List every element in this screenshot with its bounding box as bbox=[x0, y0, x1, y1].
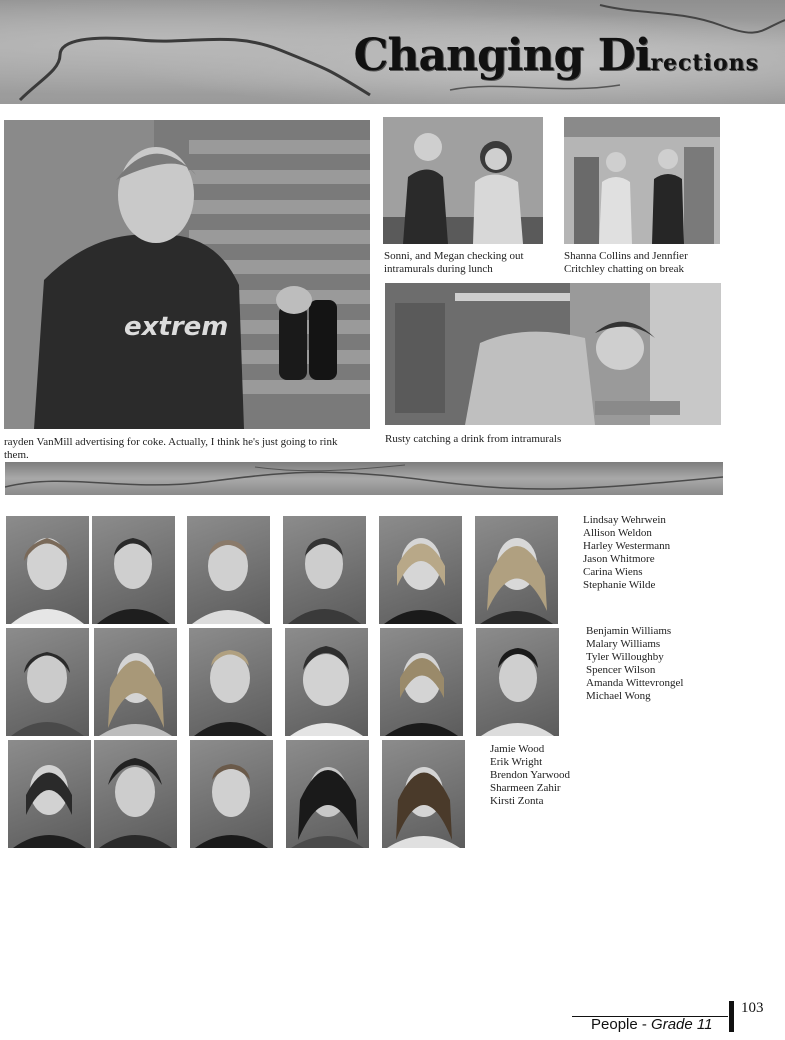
photo-intramurals-lunch bbox=[383, 117, 543, 244]
photo-stairs-scene bbox=[4, 120, 370, 429]
photo-water-fountain bbox=[385, 283, 721, 425]
portrait bbox=[190, 740, 273, 848]
student-name: Michael Wong bbox=[586, 690, 651, 702]
photo-gym-bleachers bbox=[383, 117, 543, 244]
caption-intramurals-lunch: Sonni, and Megan checking out intramurals during lunch bbox=[384, 250, 524, 275]
portrait bbox=[286, 740, 369, 848]
divider-strip bbox=[5, 462, 723, 495]
portrait bbox=[6, 516, 89, 624]
caption-chatting: Shanna Collins and Jennfier Critchley chatting on break bbox=[564, 250, 688, 275]
student-name: Spencer Wilson bbox=[586, 664, 656, 676]
student-name: Jamie Wood bbox=[490, 743, 545, 755]
student-name: Lindsay Wehrwein bbox=[583, 514, 666, 526]
student-name: Jason Whitmore bbox=[583, 553, 655, 565]
caption-drink: Rusty catching a drink from intramurals bbox=[385, 433, 562, 445]
grade-label: Grade 11 bbox=[651, 1016, 713, 1033]
portrait bbox=[94, 628, 177, 736]
student-name: Sharmeen Zahir bbox=[490, 782, 561, 794]
portrait bbox=[380, 628, 463, 736]
section-label bbox=[591, 1016, 712, 1033]
footer-bar bbox=[729, 1001, 734, 1032]
portrait bbox=[94, 740, 177, 848]
photo-coke-advertising bbox=[4, 120, 370, 429]
portrait bbox=[8, 740, 91, 848]
student-name: Benjamin Williams bbox=[586, 625, 672, 637]
student-name: Brendon Yarwood bbox=[490, 769, 571, 781]
student-name: Harley Westermann bbox=[583, 540, 671, 552]
names-group-3 bbox=[490, 743, 570, 808]
student-name: Erik Wright bbox=[490, 756, 543, 768]
student-name: Kirsti Zonta bbox=[490, 795, 544, 807]
strip-texture bbox=[5, 462, 723, 495]
student-name: Allison Weldon bbox=[583, 527, 652, 539]
names-group-2 bbox=[586, 625, 683, 703]
student-name: Malary Williams bbox=[586, 638, 661, 650]
portrait bbox=[6, 628, 89, 736]
student-name: Stephanie Wilde bbox=[583, 579, 656, 591]
student-name: Carina Wiens bbox=[583, 566, 643, 578]
portrait bbox=[475, 516, 558, 624]
shirt-logo: extrem bbox=[124, 312, 229, 342]
portrait bbox=[189, 628, 272, 736]
title-tail: rections bbox=[650, 50, 759, 76]
student-name: Amanda Wittevrongel bbox=[586, 677, 684, 689]
names-group-1 bbox=[583, 514, 670, 592]
portrait bbox=[379, 516, 462, 624]
portrait bbox=[382, 740, 465, 848]
caption-coke: rayden VanMill advertising for coke. Actually, I think he's just going to rink them. bbox=[4, 436, 338, 461]
page-number: 103 bbox=[741, 1000, 764, 1016]
portrait bbox=[92, 516, 175, 624]
portrait bbox=[285, 628, 368, 736]
portrait bbox=[476, 628, 559, 736]
student-name: Tyler Willoughby bbox=[586, 651, 664, 663]
title-main: Changing Di bbox=[353, 30, 651, 81]
portrait bbox=[283, 516, 366, 624]
page-title bbox=[354, 30, 760, 81]
section-name: People - bbox=[591, 1016, 652, 1033]
header-banner bbox=[0, 0, 785, 104]
photo-drink-fountain bbox=[385, 283, 721, 425]
photo-chatting-on-break bbox=[564, 117, 720, 244]
photo-hallway-chat bbox=[564, 117, 720, 244]
portrait bbox=[187, 516, 270, 624]
